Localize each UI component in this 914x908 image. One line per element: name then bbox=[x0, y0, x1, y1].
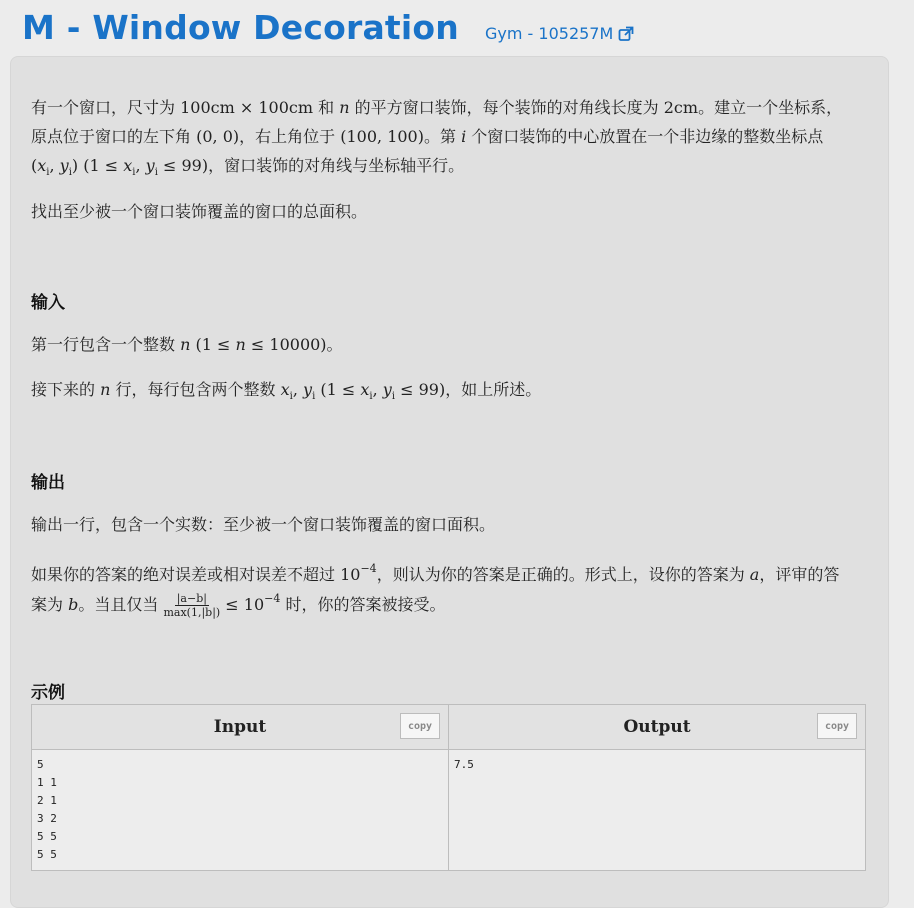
text: 有一个窗口，尺寸为 bbox=[31, 98, 176, 117]
text: 。当且仅当 bbox=[78, 595, 159, 614]
output-header-label: Output bbox=[623, 717, 691, 737]
problem-statement-card bbox=[10, 56, 889, 908]
problem-title: M - Window Decoration bbox=[22, 8, 459, 47]
text: 。 bbox=[326, 335, 343, 354]
math-tolerance: ≤ $10^{-4}$ bbox=[225, 592, 281, 614]
copy-output-button[interactable]: copy bbox=[817, 713, 857, 739]
math-fraction bbox=[163, 592, 220, 619]
statement-line-3 bbox=[31, 151, 464, 187]
math-length: 2cm bbox=[663, 98, 699, 117]
example-output-text[interactable]: 7.5 bbox=[454, 758, 474, 771]
text: 。建立一个坐标系， bbox=[698, 98, 843, 117]
text: 时，你的答案被接受。 bbox=[285, 595, 446, 614]
text: 和 bbox=[318, 98, 335, 117]
math-n: n bbox=[180, 335, 191, 354]
math-xy-range: ($1 \le x_i$, $y_i \le 99$) bbox=[320, 380, 446, 402]
text: 案为 bbox=[31, 595, 64, 614]
fraction-numerator: |a−b| bbox=[176, 592, 207, 605]
example-table bbox=[31, 704, 866, 871]
example-output-header bbox=[449, 705, 866, 750]
math-n-range: (1 ≤ n ≤ 10000) bbox=[195, 335, 327, 354]
gym-link-label: Gym - 105257M bbox=[485, 24, 614, 43]
text: ，则认为你的答案是正确的。形式上，设你的答案为 bbox=[376, 565, 745, 584]
external-link-icon bbox=[618, 26, 634, 42]
output-line-1: 输出一行，包含一个实数：至少被一个窗口装饰覆盖的窗口面积。 bbox=[31, 515, 496, 534]
math-tolerance: $10^{-4}$ bbox=[340, 562, 377, 584]
input-line-1 bbox=[31, 330, 343, 359]
input-line-2 bbox=[31, 375, 541, 411]
text: ，评审的答 bbox=[759, 565, 840, 584]
text: 。第 bbox=[423, 127, 456, 146]
example-output-cell bbox=[449, 750, 866, 871]
statement-line-1 bbox=[31, 93, 842, 122]
math-xy: $x_i$, $y_i$ bbox=[280, 380, 316, 402]
text: 第一行包含一个整数 bbox=[31, 335, 176, 354]
input-header-label: Input bbox=[213, 717, 267, 737]
text: 原点位于窗口的左下角 bbox=[31, 127, 192, 146]
math-corner: (100, 100) bbox=[340, 127, 424, 146]
math-point: ($x_i$, $y_i$) bbox=[31, 156, 79, 178]
examples-heading: 示例 bbox=[31, 683, 65, 703]
gym-link[interactable] bbox=[485, 24, 634, 43]
text: 个窗口装饰的中心放置在一个非边缘的整数坐标点 bbox=[471, 127, 824, 146]
page-header bbox=[22, 8, 634, 52]
example-input-header bbox=[32, 705, 449, 750]
math-range: ($1 \le x_i$, $y_i \le 99$) bbox=[83, 156, 209, 178]
text: ，窗口装饰的对角线与坐标轴平行。 bbox=[208, 156, 465, 175]
text: ，如上所述。 bbox=[445, 380, 542, 399]
math-origin: (0, 0) bbox=[196, 127, 240, 146]
math-a: a bbox=[749, 565, 760, 584]
fraction-denominator: max(1,|b|) bbox=[163, 606, 221, 619]
output-line-3 bbox=[31, 584, 445, 619]
input-heading: 输入 bbox=[31, 293, 65, 313]
text: 如果你的答案的绝对误差或相对误差不超过 bbox=[31, 565, 336, 584]
text: 行，每行包含两个整数 bbox=[115, 380, 276, 399]
math-i: i bbox=[461, 127, 467, 146]
text: 接下来的 bbox=[31, 380, 96, 399]
text: ，右上角位于 bbox=[239, 127, 336, 146]
output-heading: 输出 bbox=[31, 473, 65, 493]
task-text: 找出至少被一个窗口装饰覆盖的窗口的总面积。 bbox=[31, 202, 368, 221]
math-b: b bbox=[68, 595, 79, 614]
example-input-cell bbox=[32, 750, 449, 871]
math-dimensions: 100cm × 100cm bbox=[180, 98, 314, 117]
statement-line-2 bbox=[31, 122, 823, 151]
math-n: n bbox=[339, 98, 350, 117]
text: 的平方窗口装饰，每个装饰的对角线长度为 bbox=[354, 98, 659, 117]
math-n: n bbox=[100, 380, 111, 399]
example-input-text[interactable]: 5 1 1 2 1 3 2 5 5 5 5 bbox=[37, 758, 57, 861]
copy-input-button[interactable]: copy bbox=[400, 713, 440, 739]
